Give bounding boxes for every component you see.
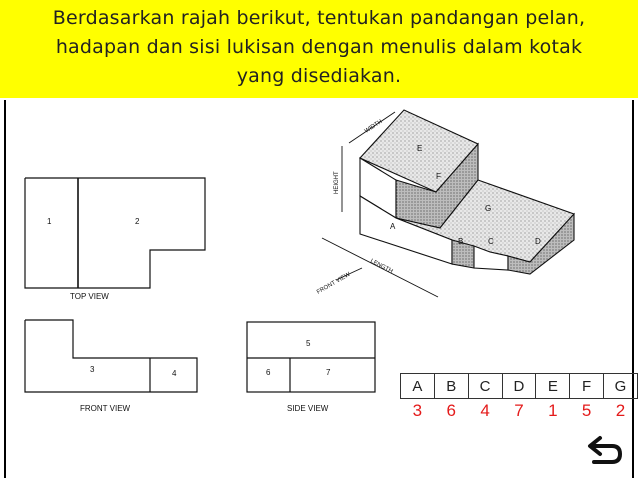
side-region-5: 5	[306, 339, 311, 348]
side-view-outline	[247, 322, 375, 392]
top-view-label: TOP VIEW	[70, 292, 109, 301]
letter-cell-F: F	[570, 374, 604, 399]
front-view-direction-label: FRONT VIEW	[316, 271, 352, 296]
front-region-4: 4	[172, 369, 177, 378]
front-view	[25, 320, 197, 392]
iso-label-D: D	[535, 237, 541, 246]
letter-cell-D: D	[502, 374, 536, 399]
answer-table-answers-row	[401, 399, 638, 424]
letter-cell-E: E	[536, 374, 570, 399]
side-view-label: SIDE VIEW	[287, 404, 329, 413]
top-region-2: 2	[135, 217, 140, 226]
answer-cell-E[interactable]: 1	[548, 401, 558, 420]
answer-cell-A[interactable]: 3	[412, 401, 423, 420]
answer-cell-G[interactable]: 2	[615, 401, 626, 420]
length-label: LENGTH	[369, 258, 394, 275]
front-view-outline	[25, 320, 197, 392]
letter-cell-A: A	[401, 374, 435, 399]
back-button[interactable]	[586, 432, 624, 468]
instruction-line-2: hadapan dan sisi lukisan dengan menulis dalam kotak	[55, 36, 583, 58]
width-label: WIDTH	[363, 118, 384, 135]
answer-table	[400, 373, 638, 423]
answer-cell-D[interactable]: 7	[514, 401, 524, 420]
answer-cell-C[interactable]: 4	[480, 401, 490, 420]
front-region-3: 3	[90, 365, 95, 374]
iso-label-E: E	[417, 144, 423, 153]
iso-label-C: C	[488, 237, 494, 246]
isometric-object	[360, 110, 574, 274]
side-view	[247, 322, 375, 392]
side-region-6: 6	[266, 368, 271, 377]
top-view-outline	[25, 178, 205, 288]
top-region-1: 1	[47, 217, 52, 226]
letter-cell-C: C	[468, 374, 502, 399]
iso-label-B: B	[458, 237, 464, 246]
height-label: HEIGHT	[334, 171, 340, 194]
instruction-line-3: yang disediakan.	[236, 65, 402, 87]
top-view	[25, 178, 205, 288]
letter-cell-G: G	[604, 374, 638, 399]
instruction-line-1: Berdasarkan rajah berikut, tentukan pandangan pelan,	[52, 7, 586, 29]
side-region-7: 7	[326, 368, 331, 377]
return-arrow-icon	[586, 432, 624, 468]
answer-cell-B[interactable]: 6	[446, 401, 456, 420]
front-view-label: FRONT VIEW	[80, 404, 131, 413]
iso-label-A: A	[390, 222, 396, 231]
answer-cell-F[interactable]: 5	[581, 401, 592, 420]
iso-label-G: G	[485, 204, 492, 213]
answer-table-letters-row	[401, 374, 638, 399]
letter-cell-B: B	[434, 374, 468, 399]
iso-label-F: F	[436, 172, 441, 181]
